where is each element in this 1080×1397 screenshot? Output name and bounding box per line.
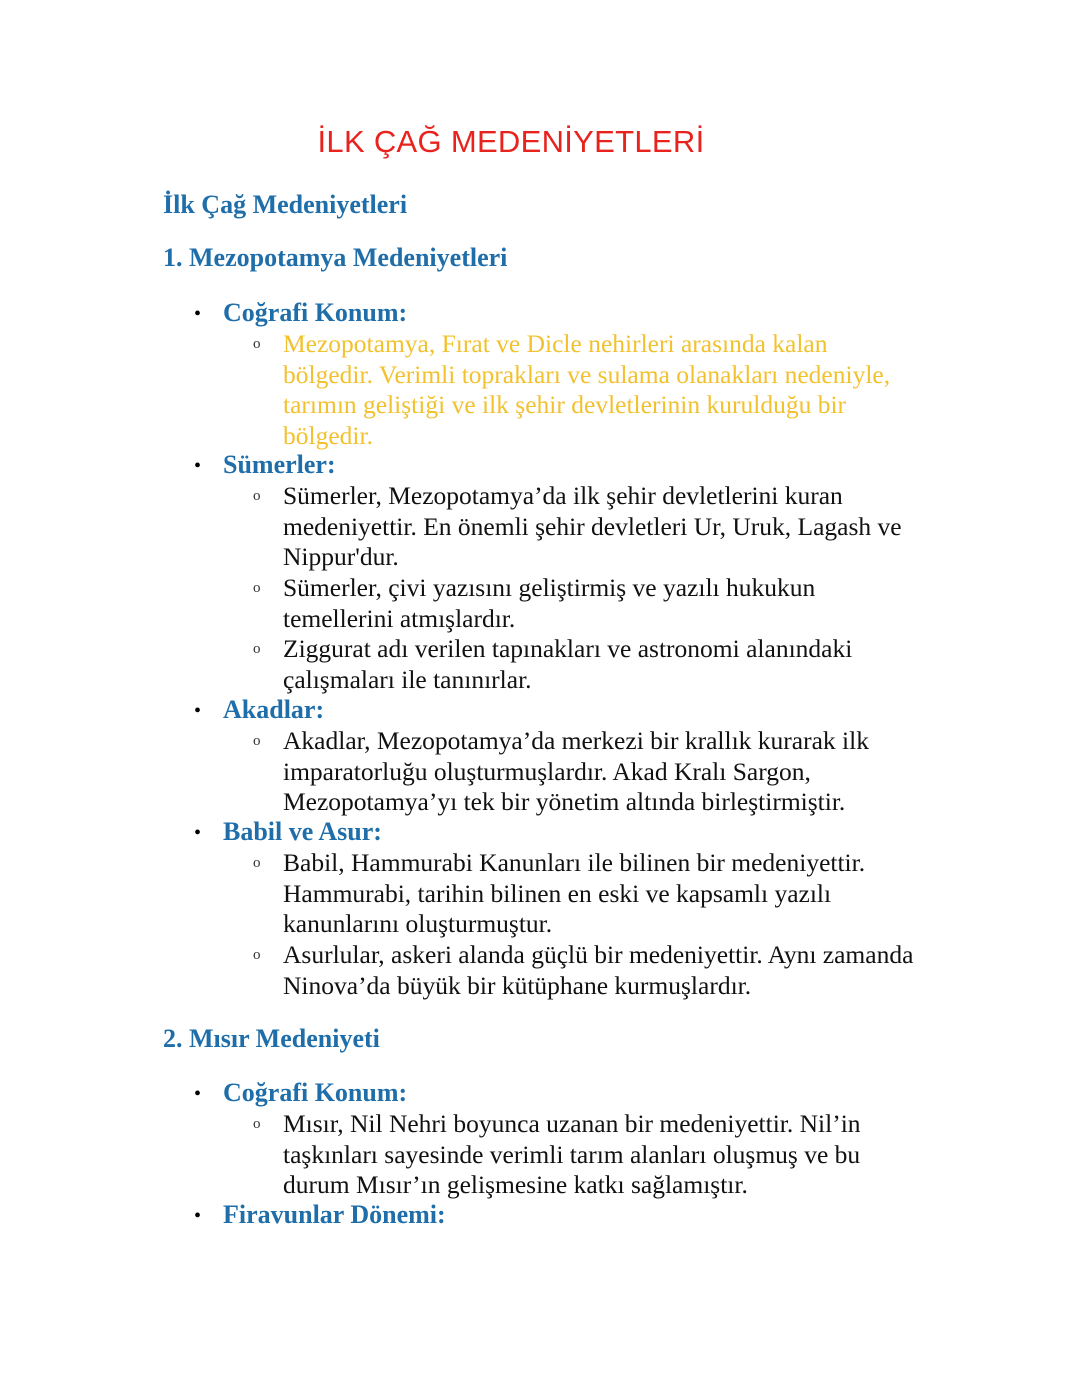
paragraph-mezopotamya-konum: Mezopotamya, Fırat ve Dicle nehirleri arasında kalan bölgedir. Verimli toprakları ve sulama olanakları nedeniyle, tarımın geliştiği ve ilk şehir devletlerinin kurulduğu bir bölgedir. bbox=[283, 329, 891, 450]
topic-label-sumerler: Sümerler: bbox=[223, 450, 336, 479]
paragraph-sumerler-1: Sümerler, Mezopotamya’da ilk şehir devletlerini kuran medeniyettir. En önemli şehir devletleri Ur, Uruk, Lagash ve Nippur'dur. bbox=[283, 481, 902, 572]
bullet-marker: • bbox=[194, 1083, 202, 1105]
bullet-marker: • bbox=[194, 455, 202, 477]
paragraph-asur: Asurlular, askeri alanda güçlü bir medeniyettir. Aynı zamanda Ninova’da büyük bir kütüphane kurmuşlardır. bbox=[283, 940, 914, 1000]
sub-bullet-marker: o bbox=[253, 1116, 261, 1132]
bullet-marker: • bbox=[194, 1205, 202, 1227]
sub-bullet-marker: o bbox=[253, 580, 261, 596]
sub-bullet-marker: o bbox=[253, 488, 261, 504]
topic-label-misir-konum: Coğrafi Konum: bbox=[223, 1078, 408, 1107]
section-title-mezopotamya: 1. Mezopotamya Medeniyetleri bbox=[163, 243, 508, 272]
sub-bullet-marker: o bbox=[253, 641, 261, 657]
sub-bullet-marker: o bbox=[253, 947, 261, 963]
main-heading: İlk Çağ Medeniyetleri bbox=[163, 190, 408, 219]
topic-label-firavunlar: Firavunlar Dönemi: bbox=[223, 1200, 446, 1229]
bullet-marker: • bbox=[194, 822, 202, 844]
paragraph-misir-konum: Mısır, Nil Nehri boyunca uzanan bir medeniyettir. Nil’in taşkınları sayesinde verimli tarım alanları oluşmuş ve bu durum Mısır’ın gelişmesine katkı sağlamıştır. bbox=[283, 1109, 861, 1200]
paragraph-sumerler-2: Sümerler, çivi yazısını geliştirmiş ve yazılı hukukun temellerini atmışlardır. bbox=[283, 573, 816, 633]
paragraph-babil: Babil, Hammurabi Kanunları ile bilinen bir medeniyettir. Hammurabi, tarihin bilinen en eski ve kapsamlı yazılı kanunlarını oluşturmuştur. bbox=[283, 848, 866, 939]
bullet-marker: • bbox=[194, 700, 202, 722]
sub-bullet-marker: o bbox=[253, 733, 261, 749]
topic-label-cografi-konum: Coğrafi Konum: bbox=[223, 298, 408, 327]
paragraph-sumerler-3: Ziggurat adı verilen tapınakları ve astronomi alanındaki çalışmaları ile tanınırlar. bbox=[283, 634, 853, 694]
section-title-misir: 2. Mısır Medeniyeti bbox=[163, 1024, 380, 1053]
bullet-marker: • bbox=[194, 303, 202, 325]
sub-bullet-marker: o bbox=[253, 336, 261, 352]
sub-bullet-marker: o bbox=[253, 855, 261, 871]
topic-label-babil-asur: Babil ve Asur: bbox=[223, 817, 382, 846]
topic-label-akadlar: Akadlar: bbox=[223, 695, 325, 724]
document-title: İLK ÇAĞ MEDENİYETLERİ bbox=[317, 124, 705, 159]
paragraph-akadlar: Akadlar, Mezopotamya’da merkezi bir krallık kurarak ilk imparatorluğu oluşturmuşlardır. Akad Kralı Sargon, Mezopotamya’yı tek bir yönetim altında birleştirmiştir. bbox=[283, 726, 869, 817]
